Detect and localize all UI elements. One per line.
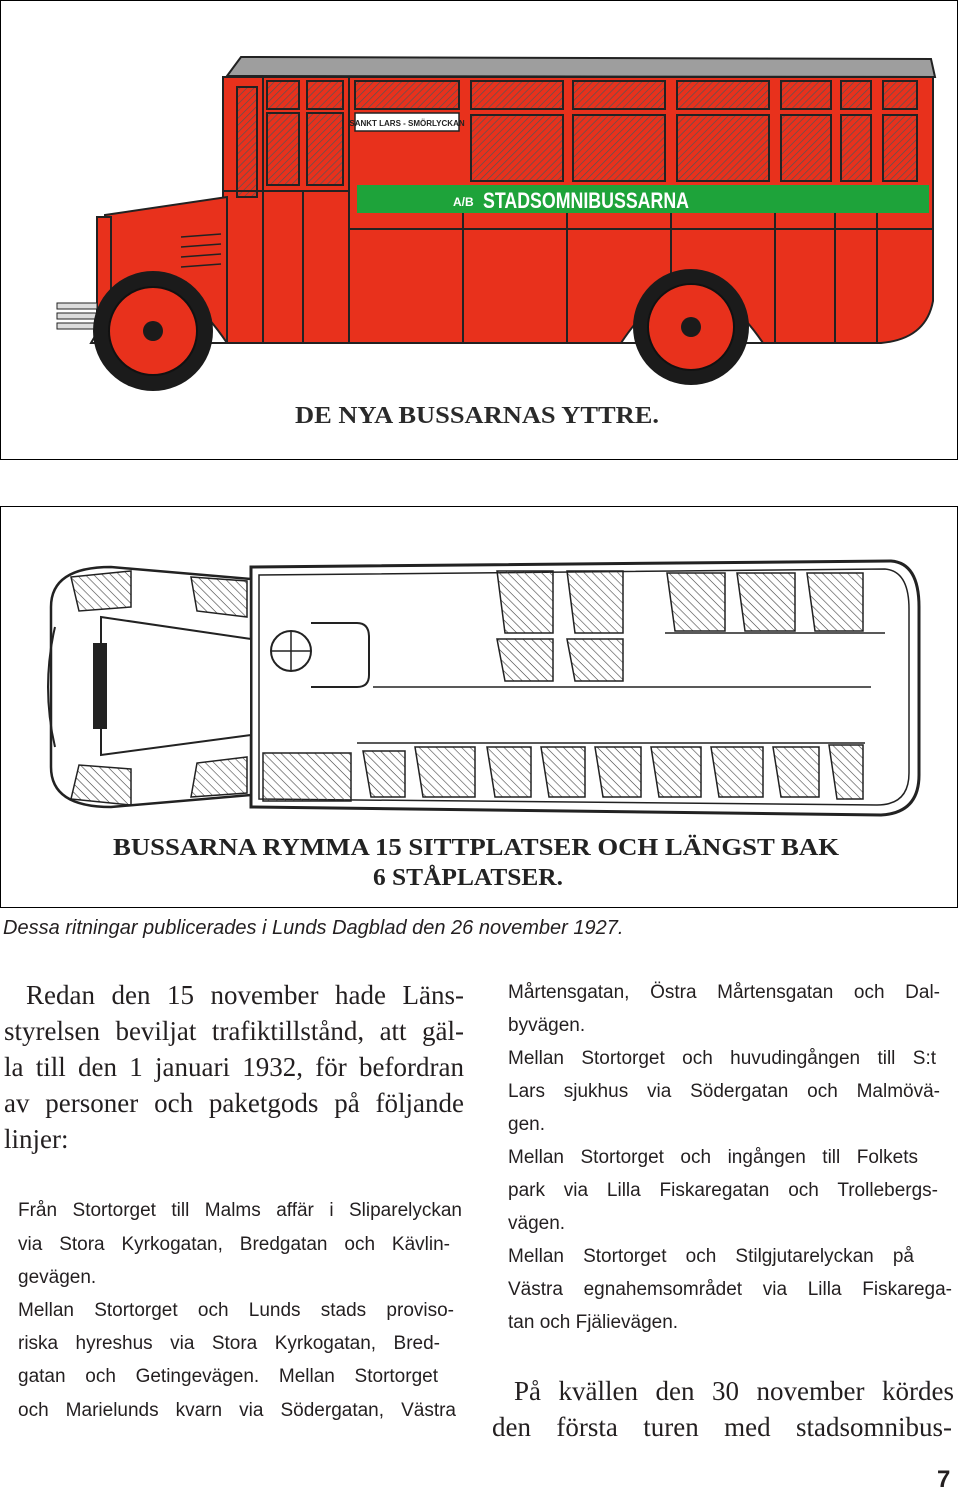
bus-roof (227, 57, 935, 77)
route-right-line-6: Mellan Stortorget och ingången till Folkets (508, 1147, 918, 1168)
route-right-line-10: Västra egnahemsområdet via Lilla Fiskarega- (508, 1279, 952, 1300)
route-sign: SANKT LARS - SMÖRLYCKAN (349, 119, 465, 128)
route-right-line-2: byvägen. (508, 1015, 586, 1036)
bus-exterior-figure (0, 0, 958, 460)
photo-caption: Dessa ritningar publicerades i Lunds Dagblad den 26 november 1927. (3, 917, 624, 939)
route-left-line-5: riska hyreshus via Stora Kyrkogatan, Bred- (18, 1333, 440, 1354)
intro-line-4: av personer och paketgods på följande (4, 1088, 464, 1118)
front-wheel (93, 271, 213, 391)
steering-wheel-icon (271, 631, 311, 671)
intro-line-5: linjer: (4, 1124, 69, 1154)
route-left-line-6: gatan och Getingevägen. Mellan Stortorget (18, 1366, 438, 1387)
intro-line-1: Redan den 15 november hade Läns- (26, 980, 464, 1010)
route-left-line-2: via Stora Kyrkogatan, Bredgatan och Kävlin- (18, 1234, 450, 1255)
route-right-line-3: Mellan Stortorget och huvudingången till S:t (508, 1048, 936, 1069)
figure-caption-bottom-line2: 6 STÅPLATSER. (373, 865, 563, 891)
closing-line-1: På kvällen den 30 november kördes (514, 1376, 954, 1406)
intro-line-3: la till den 1 januari 1932, för befordran (4, 1052, 464, 1082)
route-right-line-4: Lars sjukhus via Södergatan och Malmövä- (508, 1081, 940, 1102)
bus-exterior-drawing (1, 1, 957, 459)
route-right-line-5: gen. (508, 1114, 545, 1135)
windshield (237, 87, 257, 197)
route-left-line-1: Från Stortorget till Malms affär i Sliparelyckan (18, 1200, 462, 1221)
intro-line-2: styrelsen beviljat trafiktillstånd, att gäl- (4, 1016, 464, 1046)
bus-floorplan-figure (0, 506, 958, 908)
route-right-line-9: Mellan Stortorget och Stilgjutarelyckan på (508, 1246, 914, 1267)
front-bumper (57, 303, 97, 329)
rear-wheel (633, 269, 749, 385)
figure-caption-top: DE NYA BUSSARNAS YTTRE. (295, 403, 659, 429)
route-right-line-8: vägen. (508, 1213, 566, 1234)
route-right-line-1: Mårtensgatan, Östra Mårtensgatan och Dal- (508, 982, 940, 1003)
route-left-line-3: gevägen. (18, 1267, 97, 1288)
figure-caption-bottom-line1: BUSSARNA RYMMA 15 SITTPLATSER OCH LÄNGST BAK (113, 835, 840, 861)
route-left-line-7: och Marielunds kvarn via Södergatan, Västra (18, 1400, 456, 1421)
route-right-line-11: tan och Fjälievägen. (508, 1312, 679, 1333)
side-sign-prefix: A/B (453, 195, 474, 209)
bus-floorplan-drawing (1, 507, 957, 907)
side-sign-text: STADSOMNIBUSSARNA (483, 188, 690, 213)
route-left-line-4: Mellan Stortorget och Lunds stads proviso- (18, 1300, 454, 1321)
radiator-grille (93, 643, 107, 729)
route-right-line-7: park via Lilla Fiskaregatan och Trollebergs- (508, 1180, 938, 1201)
closing-line-2: den första turen med stadsomnibus- (492, 1412, 952, 1442)
page-number: 7 (937, 1466, 951, 1493)
